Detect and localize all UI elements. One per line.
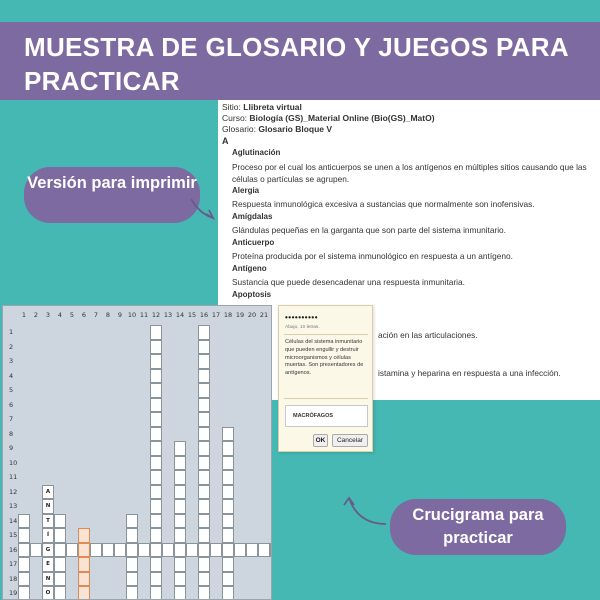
- ok-button[interactable]: OK: [313, 434, 328, 447]
- crossword-cell[interactable]: [150, 485, 162, 500]
- crossword-cell[interactable]: [114, 543, 126, 558]
- crossword-cell[interactable]: [66, 543, 78, 558]
- glossary-term: Anticuerpo: [232, 238, 275, 247]
- crossword-cell[interactable]: [54, 557, 66, 572]
- column-number: 20: [247, 311, 257, 319]
- row-number: 15: [9, 531, 18, 539]
- crossword-cell[interactable]: [78, 557, 90, 572]
- crossword-cell[interactable]: E: [42, 557, 54, 572]
- column-number: 9: [117, 311, 123, 319]
- crossword-cell[interactable]: [150, 470, 162, 485]
- crossword-cell[interactable]: [222, 514, 234, 529]
- crossword-cell[interactable]: [150, 543, 162, 558]
- crossword-cell[interactable]: [198, 340, 210, 355]
- clue-direction: Abajo, 10 letras.: [285, 325, 320, 330]
- glossary-term: Antígeno: [232, 264, 267, 273]
- row-number: 13: [9, 502, 18, 510]
- title-banner: [0, 22, 600, 100]
- crossword-cell[interactable]: A: [42, 485, 54, 500]
- crossword-cell[interactable]: [150, 412, 162, 427]
- column-number: 14: [175, 311, 185, 319]
- crossword-grid: [2, 305, 272, 600]
- crossword-cell[interactable]: [102, 543, 114, 558]
- column-number: 13: [163, 311, 173, 319]
- column-number: 18: [223, 311, 233, 319]
- column-number: 7: [93, 311, 99, 319]
- crossword-cell[interactable]: [150, 354, 162, 369]
- cancel-button[interactable]: Cancelar: [332, 434, 368, 447]
- print-version-label: Versión para imprimir: [24, 167, 200, 223]
- row-number: 5: [9, 386, 14, 394]
- crossword-cell[interactable]: [150, 325, 162, 340]
- row-number: 11: [9, 473, 18, 481]
- crossword-cell[interactable]: [270, 543, 272, 558]
- letter-heading: A: [222, 136, 229, 146]
- crossword-cell[interactable]: [174, 514, 186, 529]
- glossary-print-view-continued: [372, 300, 600, 394]
- crossword-cell[interactable]: [30, 543, 42, 558]
- crossword-cell[interactable]: [174, 470, 186, 485]
- crossword-cell[interactable]: [186, 543, 198, 558]
- column-number: 11: [139, 311, 149, 319]
- crossword-cell[interactable]: [198, 485, 210, 500]
- column-number: 15: [187, 311, 197, 319]
- crossword-cell[interactable]: [150, 528, 162, 543]
- column-number: 17: [211, 311, 221, 319]
- column-number: 10: [127, 311, 137, 319]
- arrow-icon: [340, 494, 388, 528]
- crossword-cell[interactable]: N: [42, 499, 54, 514]
- column-number: 5: [69, 311, 75, 319]
- crossword-cell[interactable]: N: [42, 572, 54, 587]
- column-number: 19: [235, 311, 245, 319]
- crossword-cell[interactable]: [54, 586, 66, 600]
- arrow-icon: [188, 196, 218, 224]
- crossword-cell[interactable]: [174, 557, 186, 572]
- column-number: 21: [259, 311, 269, 319]
- crossword-cell[interactable]: [174, 543, 186, 558]
- crossword-cell[interactable]: [126, 543, 138, 558]
- crossword-cell[interactable]: [222, 441, 234, 456]
- glossary-definition: Proceso por el cual los anticuerpos se unen a los antígenos en múltiples sitios causando que las células o partículas se agrupen.: [232, 162, 587, 184]
- glossary-definition: istamina y heparina en respuesta a una infección.: [378, 368, 561, 378]
- crossword-cell[interactable]: [198, 383, 210, 398]
- crossword-cell[interactable]: [174, 572, 186, 587]
- glossary-term: Apoptosis: [232, 290, 272, 299]
- crossword-cell[interactable]: [150, 514, 162, 529]
- crossword-cell[interactable]: [78, 543, 90, 558]
- column-number: 3: [45, 311, 51, 319]
- crossword-cell[interactable]: [126, 514, 138, 529]
- row-number: 12: [9, 487, 18, 496]
- crossword-cell[interactable]: [198, 543, 210, 558]
- glossary-definition: Glándulas pequeñas en la garganta que son parte del sistema inmunitario.: [232, 225, 506, 235]
- crossword-cell[interactable]: [222, 543, 234, 558]
- crossword-cell[interactable]: [222, 586, 234, 600]
- crossword-cell[interactable]: O: [42, 586, 54, 600]
- page-title: MUESTRA DE GLOSARIO Y JUEGOS PARA PRACTICAR: [24, 32, 568, 96]
- crossword-cell[interactable]: [198, 325, 210, 340]
- crossword-cell[interactable]: [150, 441, 162, 456]
- crossword-cell[interactable]: [126, 572, 138, 587]
- crossword-cell[interactable]: [198, 557, 210, 572]
- row-number: 17: [9, 560, 18, 568]
- crossword-cell[interactable]: [234, 543, 246, 558]
- crossword-cell[interactable]: [222, 456, 234, 471]
- crossword-cell[interactable]: [78, 572, 90, 587]
- masked-word: ••••••••••: [285, 313, 319, 322]
- crossword-cell[interactable]: [54, 572, 66, 587]
- column-number: 4: [57, 311, 63, 319]
- crossword-cell[interactable]: [198, 586, 210, 600]
- crossword-cell[interactable]: G: [42, 543, 54, 558]
- crossword-cell[interactable]: [150, 340, 162, 355]
- crossword-cell[interactable]: [246, 543, 258, 558]
- crossword-cell[interactable]: [78, 586, 90, 600]
- divider: [284, 334, 368, 335]
- crossword-cell[interactable]: [90, 543, 102, 558]
- crossword-cell[interactable]: [198, 528, 210, 543]
- crossword-cell[interactable]: Í: [42, 528, 54, 543]
- crossword-cell[interactable]: [174, 456, 186, 471]
- crossword-cell[interactable]: [54, 543, 66, 558]
- row-number: 14: [9, 516, 18, 525]
- crossword-cell[interactable]: [210, 543, 222, 558]
- crossword-cell[interactable]: [162, 543, 174, 558]
- glossary-line: Glosario: Glosario Bloque V: [222, 124, 333, 134]
- column-number: 8: [105, 311, 111, 319]
- crossword-cell[interactable]: [18, 528, 30, 543]
- crossword-cell[interactable]: [150, 369, 162, 384]
- crossword-cell[interactable]: [150, 383, 162, 398]
- crossword-cell[interactable]: [222, 427, 234, 442]
- row-number: 6: [9, 400, 14, 409]
- crossword-cell[interactable]: [174, 485, 186, 500]
- crossword-cell[interactable]: [126, 528, 138, 543]
- crossword-cell[interactable]: [198, 514, 210, 529]
- glossary-definition: Sustancia que puede desencadenar una respuesta inmunitaria.: [232, 277, 465, 287]
- row-number: 4: [9, 371, 14, 380]
- column-number: 2: [33, 311, 39, 319]
- crossword-cell[interactable]: [78, 528, 90, 543]
- crossword-cell[interactable]: [150, 586, 162, 600]
- crossword-cell[interactable]: [150, 557, 162, 572]
- row-number: 16: [9, 545, 18, 554]
- crossword-cell[interactable]: [138, 543, 150, 558]
- crossword-cell[interactable]: [222, 470, 234, 485]
- glossary-definition: Proteína producida por el sistema inmunológico en respuesta a un antígeno.: [232, 251, 513, 261]
- crossword-cell[interactable]: [18, 543, 30, 558]
- crossword-cell[interactable]: [198, 470, 210, 485]
- column-number: 1: [21, 311, 27, 319]
- crossword-cell[interactable]: [18, 586, 30, 600]
- crossword-cell[interactable]: [18, 557, 30, 572]
- row-number: 9: [9, 444, 14, 452]
- row-number: 10: [9, 458, 18, 467]
- crossword-cell[interactable]: [18, 572, 30, 587]
- glossary-term: Amígdalas: [232, 212, 273, 221]
- crossword-cell[interactable]: [222, 485, 234, 500]
- column-number: [270, 311, 272, 319]
- crossword-cell[interactable]: [198, 369, 210, 384]
- crossword-cell[interactable]: [198, 572, 210, 587]
- crossword-cell[interactable]: [150, 427, 162, 442]
- divider: [284, 398, 368, 399]
- crossword-cell[interactable]: [198, 441, 210, 456]
- crossword-cell[interactable]: [126, 557, 138, 572]
- crossword-cell[interactable]: [222, 572, 234, 587]
- answer-input[interactable]: MACRÓFAGOS: [285, 405, 368, 427]
- crossword-cell[interactable]: [150, 572, 162, 587]
- crossword-cell[interactable]: [198, 398, 210, 413]
- row-number: 8: [9, 429, 14, 438]
- crossword-cell[interactable]: [54, 528, 66, 543]
- glossary-term: Alergia: [232, 186, 260, 195]
- crossword-cell[interactable]: [18, 514, 30, 529]
- column-number: 6: [81, 311, 87, 319]
- row-number: 1: [9, 328, 14, 336]
- column-number: 16: [199, 311, 209, 319]
- crossword-cell[interactable]: T: [42, 514, 54, 529]
- row-number: 18: [9, 574, 18, 583]
- crossword-cell[interactable]: [198, 412, 210, 427]
- crossword-cell[interactable]: [222, 499, 234, 514]
- clue-dialog: [278, 305, 373, 452]
- crossword-cell[interactable]: [126, 586, 138, 600]
- crossword-cell[interactable]: [198, 499, 210, 514]
- crossword-cell[interactable]: [198, 354, 210, 369]
- crossword-cell[interactable]: [258, 543, 270, 558]
- crossword-cell[interactable]: [222, 528, 234, 543]
- crossword-cell[interactable]: [198, 456, 210, 471]
- crossword-cell[interactable]: [150, 398, 162, 413]
- crossword-cell[interactable]: [222, 557, 234, 572]
- crossword-cell[interactable]: [174, 499, 186, 514]
- course-line: Curso: Biología (GS)_Material Online (Bio(GS)_MatO): [222, 113, 435, 123]
- crossword-cell[interactable]: [174, 528, 186, 543]
- crossword-cell[interactable]: [174, 586, 186, 600]
- glossary-definition: ación en las articulaciones.: [378, 330, 478, 340]
- crossword-cell[interactable]: [174, 441, 186, 456]
- row-number: 19: [9, 589, 18, 597]
- glossary-term: Aglutinación: [232, 148, 281, 157]
- column-number: 12: [151, 311, 161, 319]
- clue-text: Células del sistema inmunitario que pueden engullir y destruir microorganismos y células muertas. Son presentadores de antígenos.: [285, 339, 364, 377]
- crossword-label: Crucigrama para practicar: [390, 499, 566, 555]
- row-number: 2: [9, 342, 14, 351]
- row-number: 3: [9, 357, 14, 365]
- row-number: 7: [9, 415, 14, 423]
- site-line: Sitio: Llibreta virtual: [222, 102, 302, 112]
- crossword-cell[interactable]: [150, 456, 162, 471]
- glossary-definition: Respuesta inmunológica excesiva a sustancias que normalmente son inofensivas.: [232, 199, 535, 209]
- crossword-cell[interactable]: [54, 514, 66, 529]
- crossword-cell[interactable]: [150, 499, 162, 514]
- crossword-cell[interactable]: [198, 427, 210, 442]
